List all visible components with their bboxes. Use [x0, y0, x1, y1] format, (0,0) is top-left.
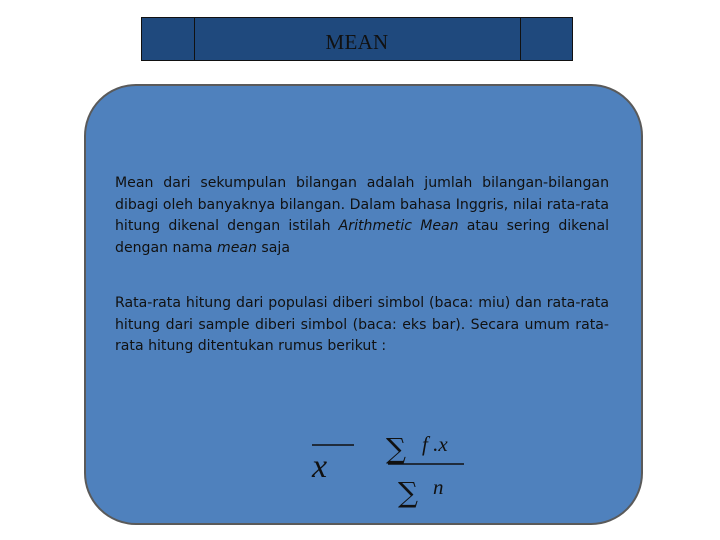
- formula-lhs-x: x: [312, 448, 328, 485]
- denominator-expr: n: [433, 475, 444, 499]
- numerator-sigma: ∑: [386, 432, 406, 465]
- mean-formula: [300, 418, 480, 518]
- mean-definition-paragraph: [115, 173, 609, 260]
- definition-text-2: atau sering dikenal dengan nama: [115, 218, 610, 257]
- symbol-paragraph: Rata-rata hitung dari populasi diberi simbol (baca: miu) dan rata-rata hitung dari sample diberi simbol (baca: eks bar). Secara umum rata-rata hitung ditentukan rumus berikut :: [115, 295, 609, 355]
- numerator-expr: f .x: [422, 432, 448, 456]
- definition-italic-mean: mean: [216, 240, 257, 257]
- denominator-sigma: ∑: [398, 476, 418, 509]
- definition-text-3: saja: [256, 240, 290, 257]
- slide-title: MEAN: [325, 30, 389, 54]
- definition-text-1: Mean dari sekumpulan bilangan adalah jumlah bilangan-bilangan dibagi oleh banyaknya bilangan. Dalam bahasa Inggris, nilai rata-rata hitung dikenal dengan istilah: [115, 175, 609, 235]
- title-bar: [141, 17, 573, 61]
- definition-italic-arithmetic-mean: Arithmetic Mean: [338, 218, 459, 235]
